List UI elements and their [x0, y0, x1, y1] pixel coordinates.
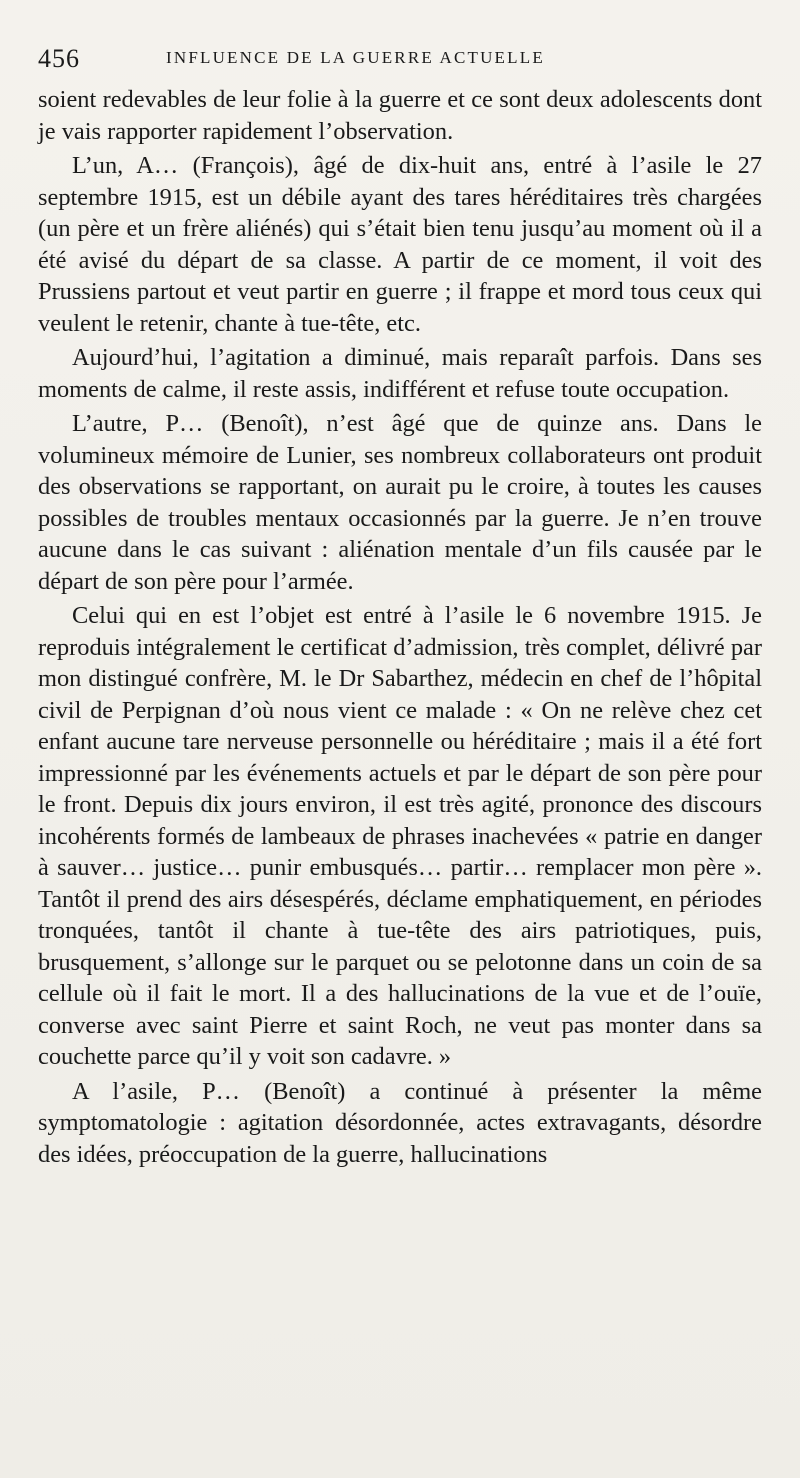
paragraph-case-a-today: Aujourd’hui, l’agitation a diminué, mais reparaît parfois. Dans ses moments de calme, il reste assis, indifférent et refuse toute occupation. — [38, 344, 762, 403]
paragraph-case-a: L’un, A… (François), âgé de dix-huit ans, entré à l’asile le 27 septembre 1915, est un débile ayant des tares héréditaires très chargées (un père et un frère aliénés) qui s’était bien tenu jusqu’au moment où il a été avisé du départ de sa classe. A partir de ce moment, il voit des Prussiens partout et veut partir en guerre ; il frappe et mord tous ceux qui veulent le retenir, chante à tue-tête, etc. — [38, 152, 762, 337]
page-number: 456 — [38, 44, 80, 73]
running-head: INFLUENCE DE LA GUERRE ACTUELLE — [166, 48, 545, 67]
page-header — [38, 44, 762, 72]
paragraph-certificate: Celui qui en est l’objet est entré à l’asile le 6 novembre 1915. Je reproduis intégralement le certificat d’admission, très complet, délivré par mon distingué confrère, M. le Dr Sabarthez, médecin en chef de l’hôpital civil de Perpignan d’où nous vient ce malade : « On ne relève chez cet enfant aucune tare nerveuse personnelle ou héréditaire ; mais il a été fort impressionné par les événements actuels et par le départ de son père pour le front. Depuis dix jours environ, il est très agité, prononce des discours incohérents formés de lambeaux de phrases inachevées « patrie en danger à sauver… justice… punir embusqués… partir… remplacer mon père ». Tantôt il prend des airs désespérés, déclame emphatiquement, en périodes tronquées, tantôt il chante à tue-tête des airs patriotiques, puis, brusquement, s’allonge sur le parquet ou se pelotonne dans un coin de sa cellule où il fait le mort. Il a des hallucinations de la vue et de l’ouïe, converse avec saint Pierre et saint Roch, ne veut pas monter dans sa couchette parce qu’il y voit son cadavre. » — [38, 602, 762, 1070]
paragraph-continuation: soient redevables de leur folie à la guerre et ce sont deux adolescents dont je vais rapporter rapidement l’observation. — [38, 86, 762, 145]
paragraph-asylum: A l’asile, P… (Benoît) a continué à présenter la même symptomatologie : agitation désordonnée, actes extravagants, désordre des idées, préoccupation de la guerre, hallucinations — [38, 1077, 762, 1168]
body-text — [38, 84, 762, 1170]
paragraph-case-p: L’autre, P… (Benoît), n’est âgé que de quinze ans. Dans le volumineux mémoire de Lunier, ses nombreux collaborateurs ont produit des observations se rapportant, on aurait pu le croire, à toutes les causes possibles de troubles mentaux occasionnés par la guerre. Je n’en trouve aucune dans le cas suivant : aliénation mentale d’un fils causée par le départ de son père pour l’armée. — [38, 410, 762, 595]
